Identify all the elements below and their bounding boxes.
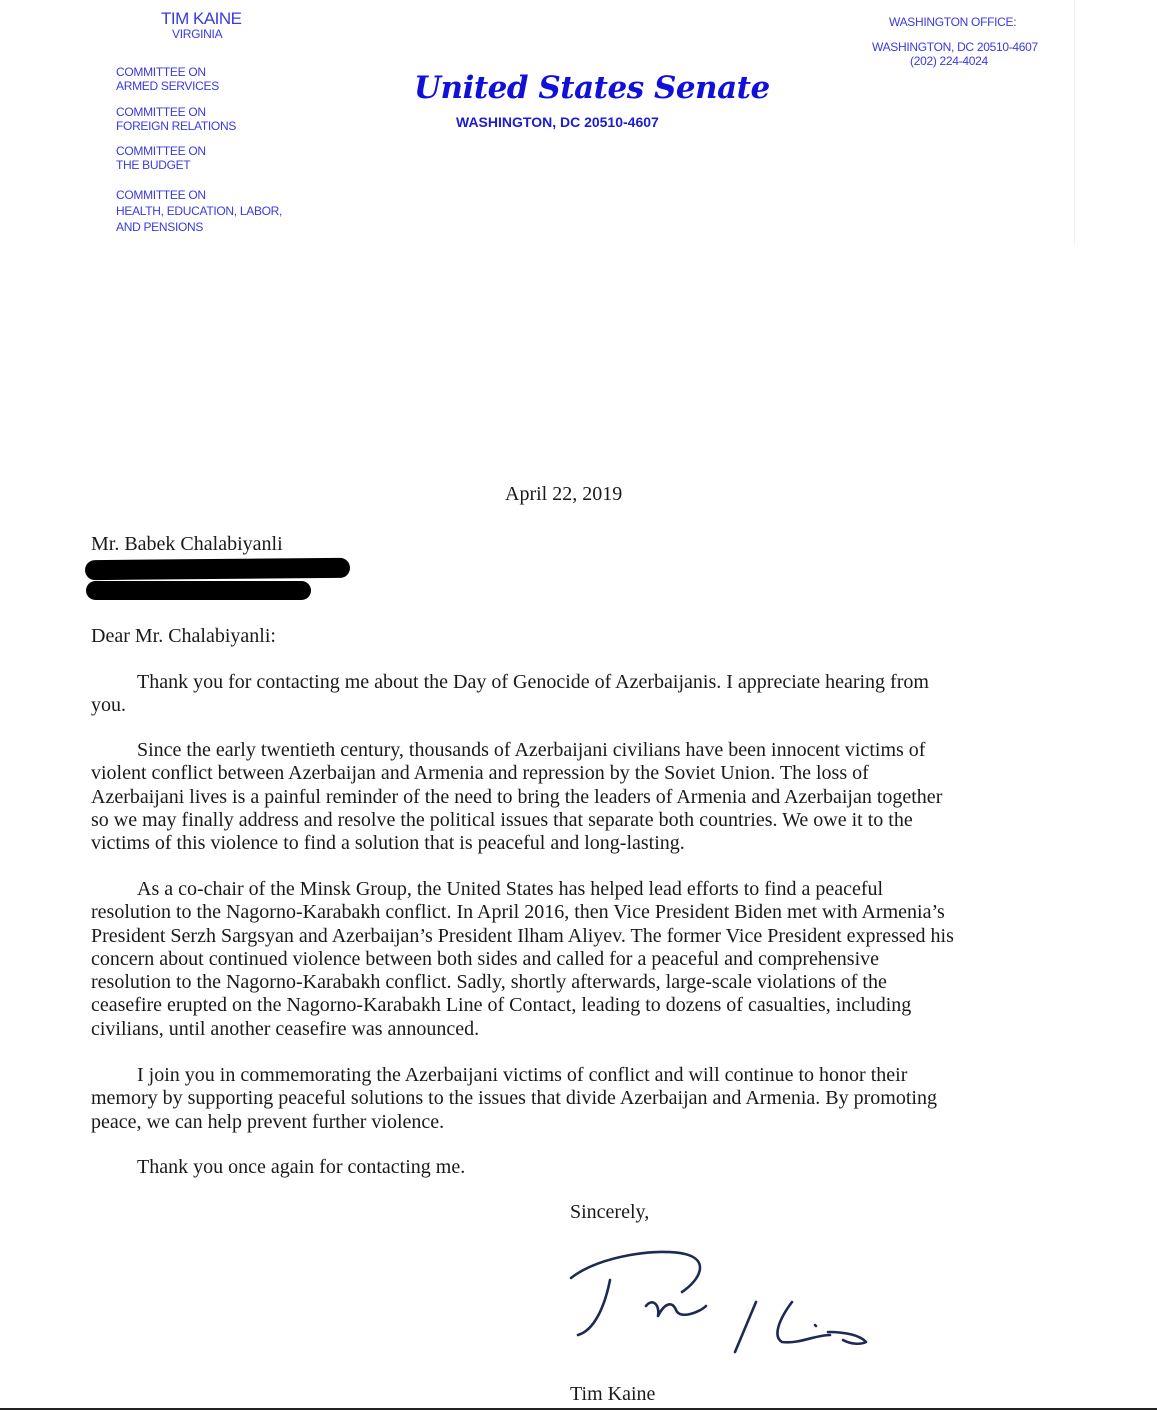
- text-line: violent conflict between Azerbaijan and Armenia and repression by the Soviet Union. The loss of: [91, 762, 869, 785]
- text-line: I join you in commemorating the Azerbaijani victims of conflict and will continue to honor their: [137, 1064, 908, 1086]
- recipient-name: Mr. Babek Chalabiyanli: [91, 533, 283, 555]
- committee-line: AND PENSIONS: [116, 220, 204, 234]
- paragraph-2: [91, 739, 942, 855]
- text-line: concern about continued violence between both sides and called for a peaceful and comprehensive: [91, 947, 880, 970]
- text-line: victims of this violence to find a solution that is peaceful and long-lasting.: [91, 832, 685, 855]
- paragraph-3: [91, 878, 954, 1041]
- text-line: Thank you for contacting me about the Day of Genocide of Azerbaijanis. I appreciate hearing from: [137, 671, 929, 693]
- committee-line: ARMED SERVICES: [116, 79, 219, 93]
- text-line: As a co-chair of the Minsk Group, the United States has helped lead efforts to find a peaceful: [137, 878, 884, 900]
- committee-line: FOREIGN RELATIONS: [116, 119, 237, 133]
- senator-state: VIRGINIA: [172, 27, 223, 41]
- page-bottom-border: [0, 1408, 1157, 1410]
- committee-armed-services: [116, 65, 219, 93]
- committee-line: COMMITTEE ON: [116, 65, 206, 79]
- office-address: WASHINGTON, DC 20510-4607: [872, 40, 1038, 54]
- text-line: memory by supporting peaceful solutions to the issues that divide Azerbaijan and Armenia. By promoting: [91, 1087, 937, 1110]
- text-line: Since the early twentieth century, thousands of Azerbaijani civilians have been innocent victims of: [137, 739, 926, 761]
- text-line: resolution to the Nagorno-Karabakh conflict. In April 2016, then Vice President Biden met with Armenia’s: [91, 901, 945, 924]
- redacted-address-line: [85, 558, 350, 580]
- senate-title: United States Senate: [414, 70, 770, 106]
- committee-foreign-relations: [116, 105, 236, 133]
- page-edge: [1074, 0, 1075, 245]
- committee-line: COMMITTEE ON: [116, 105, 206, 119]
- closing: Sincerely,: [570, 1201, 650, 1223]
- text-line: Azerbaijani lives is a painful reminder of the need to bring the leaders of Armenia and Azerbaijan together: [91, 785, 943, 808]
- senate-address: WASHINGTON, DC 20510-4607: [456, 114, 659, 130]
- text-line: President Serzh Sargsyan and Azerbaijan’s President Ilham Aliyev. The former Vice President expressed his: [91, 924, 954, 947]
- text-line: Thank you once again for contacting me.: [137, 1156, 466, 1178]
- committee-line: HEALTH, EDUCATION, LABOR,: [116, 204, 283, 218]
- paragraph-1: [91, 671, 929, 718]
- committee-budget: [116, 144, 206, 172]
- committee-line: THE BUDGET: [116, 158, 191, 172]
- salutation: Dear Mr. Chalabiyanli:: [91, 625, 276, 647]
- committee-line: COMMITTEE ON: [116, 188, 206, 202]
- letter-date: April 22, 2019: [505, 483, 623, 505]
- text-line: so we may finally address and resolve the political issues that separate both countries. We owe it to the: [91, 808, 913, 831]
- text-line: ceasefire erupted on the Nagorno-Karabakh Line of Contact, leading to dozens of casualties, including: [91, 994, 912, 1017]
- paragraph-5: [91, 1156, 465, 1179]
- redacted-address-line: [86, 581, 311, 600]
- paragraph-4: [91, 1064, 937, 1134]
- committee-help: [116, 187, 282, 235]
- text-line: civilians, until another ceasefire was announced.: [91, 1017, 480, 1040]
- office-phone: (202) 224-4024: [910, 54, 988, 68]
- text-line: you.: [91, 694, 126, 717]
- text-line: resolution to the Nagorno-Karabakh conflict. Sadly, shortly afterwards, large-scale violations of the: [91, 971, 887, 994]
- committee-line: COMMITTEE ON: [116, 144, 206, 158]
- senator-name: TIM KAINE: [161, 9, 242, 28]
- signature: [560, 1240, 880, 1365]
- office-label: WASHINGTON OFFICE:: [889, 15, 1017, 29]
- text-line: peace, we can help prevent further violence.: [91, 1110, 445, 1133]
- signer-name: Tim Kaine: [570, 1383, 656, 1405]
